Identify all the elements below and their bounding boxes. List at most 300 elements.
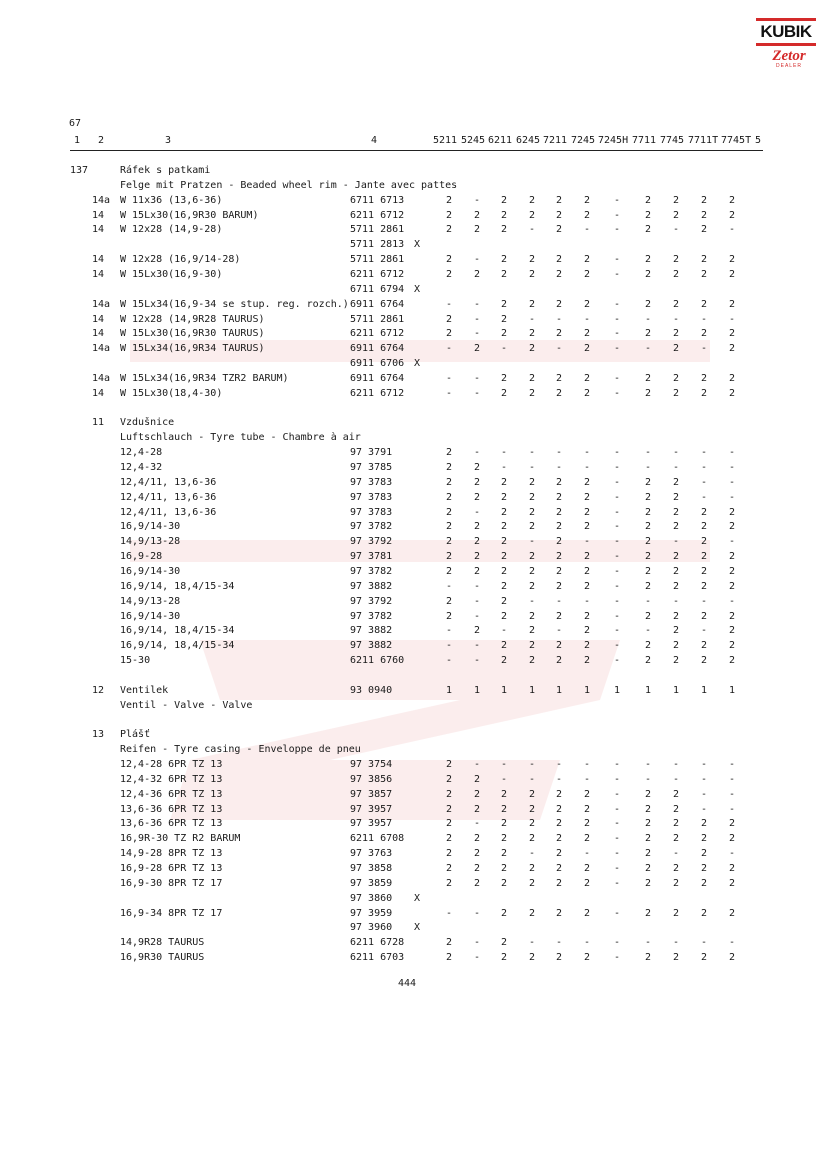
row-qty-cell: 2: [672, 194, 680, 206]
row-qty-cell: 2: [445, 536, 453, 548]
row-qty-cell: -: [644, 343, 652, 355]
row-description: Ventilek: [120, 684, 169, 696]
row-qty-cell: -: [700, 447, 708, 459]
row-qty-cell: -: [613, 818, 621, 830]
row-qty-cell: 2: [644, 788, 652, 800]
row-description: 12,4-28 6PR TZ 13: [120, 759, 223, 770]
table-row: [0, 787, 826, 802]
row-qty-cell: 2: [445, 491, 453, 503]
table-row: [0, 222, 826, 237]
row-qty-cell: -: [555, 447, 563, 459]
row-qty-cell: -: [445, 387, 453, 399]
row-qty-cell: 2: [700, 372, 708, 384]
zetor-logo-text: Zetor: [772, 48, 806, 64]
row-description: 16,9/14-30: [120, 566, 181, 577]
row-qty-cell: 2: [555, 566, 563, 577]
row-qty-cell: -: [613, 937, 621, 949]
row-qty-cell: 2: [473, 788, 481, 800]
row-qty-cell: 2: [555, 640, 563, 652]
row-qty-cell: 1: [473, 684, 481, 696]
row-qty-cell: 2: [583, 566, 591, 577]
row-qty-cell: 2: [644, 194, 652, 206]
row-qty-cell: 2: [445, 862, 453, 874]
row-qty-cell: 2: [644, 551, 652, 563]
header-model: 6211: [488, 135, 513, 146]
row-part-number: 6211 6712: [350, 328, 405, 340]
row-qty-cell: -: [473, 580, 481, 592]
row-qty-cell: 2: [473, 536, 481, 548]
row-description: 14,9/13-28: [120, 595, 181, 607]
dealer-logo: [756, 18, 818, 72]
header-col-3: 3: [165, 135, 172, 146]
row-part-number: 97 3781: [350, 551, 393, 563]
row-qty-cell: 2: [583, 877, 591, 889]
row-qty-cell: 2: [473, 209, 481, 221]
row-qty-cell: 2: [700, 298, 708, 310]
table-row: [0, 534, 826, 549]
row-qty-cell: -: [700, 759, 708, 770]
row-qty-cell: -: [528, 313, 536, 325]
table-row: [0, 163, 826, 178]
table-row: [0, 505, 826, 520]
row-part-number: 97 3754: [350, 759, 393, 770]
row-qty-cell: 2: [700, 254, 708, 266]
header-model: 7245: [571, 135, 596, 146]
row-subposition: 14: [92, 209, 105, 221]
row-qty-cell: 2: [728, 877, 736, 889]
row-qty-cell: -: [613, 521, 621, 533]
row-qty-cell: 1: [613, 684, 621, 696]
row-qty-cell: -: [700, 476, 708, 488]
row-qty-cell: -: [644, 625, 652, 637]
row-qty-cell: 2: [672, 625, 680, 637]
table-row: [0, 816, 826, 831]
row-qty-cell: 2: [528, 877, 536, 889]
row-qty-cell: 2: [500, 194, 508, 206]
table-row: [0, 683, 826, 698]
row-qty-cell: -: [613, 952, 621, 963]
row-qty-cell: 2: [473, 566, 481, 577]
table-row: [0, 386, 826, 401]
row-qty-cell: -: [445, 655, 453, 666]
row-part-number: 97 3960: [350, 922, 393, 934]
row-qty-cell: 2: [445, 759, 453, 770]
row-qty-cell: 2: [528, 640, 536, 652]
row-qty-cell: -: [728, 937, 736, 949]
row-qty-cell: 2: [728, 610, 736, 622]
row-qty-cell: 2: [500, 521, 508, 533]
row-qty-cell: 2: [555, 536, 563, 548]
row-qty-cell: -: [728, 313, 736, 325]
row-qty-cell: -: [613, 476, 621, 488]
row-qty-cell: 2: [583, 328, 591, 340]
row-qty-cell: -: [555, 773, 563, 785]
row-subposition: 14a: [92, 343, 111, 355]
row-qty-cell: -: [613, 462, 621, 473]
row-qty-cell: -: [613, 610, 621, 622]
row-x-mark: X: [414, 922, 421, 934]
row-qty-cell: 2: [672, 580, 680, 592]
row-subposition: 14a: [92, 194, 111, 206]
row-qty-cell: -: [473, 595, 481, 607]
row-qty-cell: 1: [583, 684, 591, 696]
row-qty-cell: 1: [500, 684, 508, 696]
row-qty-cell: 2: [644, 328, 652, 340]
row-qty-cell: 2: [528, 610, 536, 622]
row-qty-cell: 2: [672, 387, 680, 399]
row-description: W 11x36 (13,6-36): [120, 194, 223, 206]
row-qty-cell: -: [613, 833, 621, 845]
row-part-number: 97 3782: [350, 566, 393, 577]
row-qty-cell: 2: [500, 254, 508, 266]
table-row: [0, 920, 826, 935]
row-part-number: 97 3959: [350, 907, 393, 919]
table-row: [0, 727, 826, 742]
row-description: 12,4-32: [120, 462, 163, 473]
row-qty-cell: 2: [528, 952, 536, 963]
row-qty-cell: 2: [583, 506, 591, 518]
row-qty-cell: 2: [528, 788, 536, 800]
row-part-number: 97 3860: [350, 892, 393, 904]
row-qty-cell: -: [613, 536, 621, 548]
row-qty-cell: 2: [728, 506, 736, 518]
row-qty-cell: 2: [500, 387, 508, 399]
row-qty-cell: 2: [528, 328, 536, 340]
row-qty-cell: 2: [728, 387, 736, 399]
row-qty-cell: -: [613, 343, 621, 355]
row-qty-cell: 2: [445, 506, 453, 518]
row-qty-cell: -: [500, 773, 508, 785]
row-qty-cell: 2: [644, 224, 652, 236]
row-qty-cell: 2: [555, 551, 563, 563]
row-qty-cell: 2: [700, 194, 708, 206]
row-qty-cell: 1: [728, 684, 736, 696]
row-qty-cell: 2: [728, 952, 736, 963]
row-qty-cell: 2: [672, 209, 680, 221]
row-qty-cell: 2: [644, 491, 652, 503]
row-qty-cell: 2: [473, 224, 481, 236]
row-qty-cell: -: [613, 907, 621, 919]
row-qty-cell: 2: [644, 387, 652, 399]
row-part-number: 97 3856: [350, 773, 393, 785]
row-qty-cell: 2: [672, 551, 680, 563]
row-qty-cell: 2: [473, 862, 481, 874]
row-part-number: 6911 6764: [350, 372, 405, 384]
row-qty-cell: 2: [445, 595, 453, 607]
row-qty-cell: -: [473, 907, 481, 919]
table-row: [0, 178, 826, 193]
row-qty-cell: 2: [728, 818, 736, 830]
row-qty-cell: -: [613, 298, 621, 310]
row-qty-cell: 2: [500, 833, 508, 845]
row-qty-cell: 2: [445, 224, 453, 236]
row-subposition: 11: [92, 417, 105, 429]
table-row: [0, 208, 826, 223]
row-qty-cell: -: [644, 595, 652, 607]
row-qty-cell: 2: [445, 566, 453, 577]
row-description: 13,6-36 6PR TZ 13: [120, 818, 223, 830]
row-qty-cell: 2: [728, 640, 736, 652]
row-part-number: 97 3859: [350, 877, 393, 889]
row-qty-cell: 2: [445, 328, 453, 340]
row-qty-cell: -: [644, 447, 652, 459]
table-row: [0, 282, 826, 297]
row-description: W 15Lx34(16,9R34 TZR2 BARUM): [120, 372, 289, 384]
row-description: 12,4-32 6PR TZ 13: [120, 773, 223, 785]
row-qty-cell: 2: [583, 625, 591, 637]
table-row: [0, 742, 826, 757]
row-qty-cell: -: [700, 595, 708, 607]
table-row: [0, 757, 826, 772]
row-qty-cell: 2: [672, 491, 680, 503]
row-qty-cell: -: [583, 595, 591, 607]
row-qty-cell: 2: [672, 655, 680, 666]
row-qty-cell: 2: [500, 788, 508, 800]
row-qty-cell: -: [728, 224, 736, 236]
row-qty-cell: -: [473, 254, 481, 266]
row-qty-cell: -: [583, 937, 591, 949]
row-qty-cell: 2: [555, 387, 563, 399]
row-subposition: 14a: [92, 372, 111, 384]
row-qty-cell: 2: [555, 655, 563, 666]
row-subposition: 14: [92, 387, 105, 399]
row-qty-cell: -: [644, 759, 652, 770]
table-row: [0, 623, 826, 638]
row-qty-cell: -: [583, 848, 591, 860]
table-row: [0, 861, 826, 876]
row-qty-cell: -: [613, 328, 621, 340]
row-qty-cell: 2: [445, 848, 453, 860]
row-qty-cell: 2: [555, 506, 563, 518]
row-qty-cell: 2: [555, 877, 563, 889]
row-qty-cell: -: [700, 625, 708, 637]
row-qty-cell: -: [613, 224, 621, 236]
row-qty-cell: 2: [500, 907, 508, 919]
row-qty-cell: -: [700, 343, 708, 355]
row-qty-cell: 2: [700, 268, 708, 280]
row-qty-cell: -: [672, 759, 680, 770]
row-qty-cell: 2: [500, 372, 508, 384]
row-description: 16,9-28 6PR TZ 13: [120, 862, 223, 874]
row-description: 16,9/14-30: [120, 521, 181, 533]
row-qty-cell: -: [672, 447, 680, 459]
row-qty-cell: 2: [500, 848, 508, 860]
row-description: 15-30: [120, 655, 151, 666]
row-qty-cell: 2: [728, 209, 736, 221]
row-part-number: 97 3782: [350, 610, 393, 622]
table-row: [0, 267, 826, 282]
row-qty-cell: 2: [500, 818, 508, 830]
row-qty-cell: 2: [728, 298, 736, 310]
row-qty-cell: 2: [473, 551, 481, 563]
table-row: [0, 193, 826, 208]
row-qty-cell: 2: [528, 343, 536, 355]
row-description: 16,9/14-30: [120, 610, 181, 622]
row-qty-cell: -: [613, 862, 621, 874]
row-qty-cell: 2: [672, 566, 680, 577]
row-qty-cell: 2: [644, 655, 652, 666]
row-qty-cell: 2: [700, 580, 708, 592]
row-qty-cell: -: [583, 536, 591, 548]
row-qty-cell: 2: [500, 328, 508, 340]
header-model: 6245: [516, 135, 541, 146]
row-qty-cell: 2: [528, 387, 536, 399]
row-qty-cell: 2: [473, 268, 481, 280]
row-qty-cell: 2: [555, 818, 563, 830]
row-qty-cell: 2: [473, 343, 481, 355]
row-subposition: 12: [92, 684, 105, 696]
row-qty-cell: 2: [555, 372, 563, 384]
table-row: [0, 831, 826, 846]
row-qty-cell: 2: [528, 862, 536, 874]
row-qty-cell: 2: [500, 803, 508, 815]
row-qty-cell: -: [445, 907, 453, 919]
row-qty-cell: -: [473, 952, 481, 963]
row-qty-cell: -: [528, 224, 536, 236]
row-qty-cell: 2: [528, 506, 536, 518]
row-qty-cell: 2: [555, 907, 563, 919]
row-qty-cell: 2: [644, 803, 652, 815]
row-qty-cell: -: [528, 462, 536, 473]
row-qty-cell: 2: [500, 268, 508, 280]
row-part-number: 93 0940: [350, 684, 393, 696]
row-part-number: 6711 6794: [350, 283, 405, 295]
row-qty-cell: -: [473, 506, 481, 518]
row-qty-cell: -: [728, 759, 736, 770]
row-description: W 15Lx30(16,9-30): [120, 268, 223, 280]
table-row: [0, 906, 826, 921]
row-qty-cell: 2: [700, 952, 708, 963]
row-qty-cell: -: [613, 640, 621, 652]
row-qty-cell: -: [613, 566, 621, 577]
row-qty-cell: 2: [528, 818, 536, 830]
row-qty-cell: -: [583, 224, 591, 236]
row-qty-cell: 2: [500, 655, 508, 666]
row-qty-cell: 2: [500, 491, 508, 503]
row-qty-cell: 2: [672, 521, 680, 533]
row-qty-cell: 2: [445, 462, 453, 473]
row-part-number: 97 3957: [350, 818, 393, 830]
table-row: [0, 668, 826, 683]
table-row: [0, 579, 826, 594]
row-qty-cell: 2: [555, 224, 563, 236]
row-part-number: 97 3763: [350, 848, 393, 860]
row-part-number: 97 3783: [350, 476, 393, 488]
row-qty-cell: -: [613, 194, 621, 206]
row-qty-cell: -: [473, 640, 481, 652]
row-qty-cell: 2: [445, 521, 453, 533]
row-qty-cell: -: [445, 640, 453, 652]
row-description: Ráfek s patkami: [120, 165, 211, 176]
row-subposition: 14: [92, 328, 105, 340]
row-part-number: 97 3783: [350, 506, 393, 518]
row-qty-cell: 1: [644, 684, 652, 696]
row-qty-cell: -: [613, 551, 621, 563]
row-qty-cell: 2: [672, 328, 680, 340]
row-qty-cell: -: [445, 625, 453, 637]
row-qty-cell: -: [613, 506, 621, 518]
row-qty-cell: 2: [555, 298, 563, 310]
row-qty-cell: 2: [445, 788, 453, 800]
row-qty-cell: 2: [728, 254, 736, 266]
row-qty-cell: -: [728, 848, 736, 860]
row-qty-cell: 2: [583, 818, 591, 830]
row-qty-cell: -: [613, 254, 621, 266]
header-model: 7745: [660, 135, 685, 146]
row-qty-cell: 2: [644, 254, 652, 266]
row-qty-cell: 2: [644, 848, 652, 860]
row-qty-cell: 2: [473, 773, 481, 785]
row-qty-cell: 2: [672, 476, 680, 488]
row-qty-cell: 2: [644, 640, 652, 652]
row-qty-cell: 2: [445, 476, 453, 488]
table-row: [0, 935, 826, 950]
row-part-number: 6711 6713: [350, 194, 405, 206]
row-qty-cell: 2: [672, 343, 680, 355]
row-part-number: 6211 6728: [350, 937, 405, 949]
row-qty-cell: -: [613, 803, 621, 815]
row-qty-cell: 2: [445, 952, 453, 963]
row-qty-cell: 2: [445, 773, 453, 785]
row-qty-cell: -: [672, 462, 680, 473]
row-part-number: 97 3792: [350, 536, 393, 548]
row-qty-cell: -: [672, 937, 680, 949]
row-x-mark: X: [414, 239, 421, 251]
row-qty-cell: 2: [728, 268, 736, 280]
row-qty-cell: 2: [555, 788, 563, 800]
row-qty-cell: 2: [728, 580, 736, 592]
row-qty-cell: 2: [728, 328, 736, 340]
table-row: [0, 772, 826, 787]
row-part-number: 6211 6703: [350, 952, 405, 963]
row-qty-cell: -: [728, 595, 736, 607]
row-qty-cell: 2: [555, 194, 563, 206]
row-qty-cell: 2: [700, 387, 708, 399]
row-qty-cell: 2: [528, 803, 536, 815]
row-description: W 12x28 (16,9/14-28): [120, 254, 241, 266]
row-qty-cell: -: [555, 313, 563, 325]
row-qty-cell: 2: [528, 655, 536, 666]
row-subposition: 13: [92, 729, 105, 741]
row-description: 14,9-28 8PR TZ 13: [120, 848, 223, 860]
header-model: 7745T: [721, 135, 752, 146]
kubik-logo-text: KUBIK: [756, 18, 816, 46]
row-qty-cell: 2: [583, 254, 591, 266]
row-qty-cell: 2: [473, 476, 481, 488]
row-qty-cell: 2: [500, 952, 508, 963]
row-qty-cell: 2: [700, 907, 708, 919]
row-qty-cell: 2: [528, 476, 536, 488]
row-qty-cell: 2: [644, 952, 652, 963]
row-qty-cell: 2: [528, 254, 536, 266]
row-description: 16,9/14, 18,4/15-34: [120, 640, 235, 652]
table-row: [0, 891, 826, 906]
row-qty-cell: -: [613, 209, 621, 221]
row-qty-cell: 2: [555, 521, 563, 533]
row-qty-cell: 2: [528, 491, 536, 503]
row-qty-cell: -: [445, 372, 453, 384]
row-qty-cell: 2: [583, 907, 591, 919]
row-qty-cell: -: [728, 536, 736, 548]
row-qty-cell: 2: [644, 536, 652, 548]
row-qty-cell: 2: [644, 877, 652, 889]
row-qty-cell: 2: [500, 566, 508, 577]
row-qty-cell: 1: [528, 684, 536, 696]
row-qty-cell: -: [644, 462, 652, 473]
row-qty-cell: 2: [583, 476, 591, 488]
row-part-number: 6211 6708: [350, 833, 405, 845]
row-qty-cell: -: [613, 759, 621, 770]
